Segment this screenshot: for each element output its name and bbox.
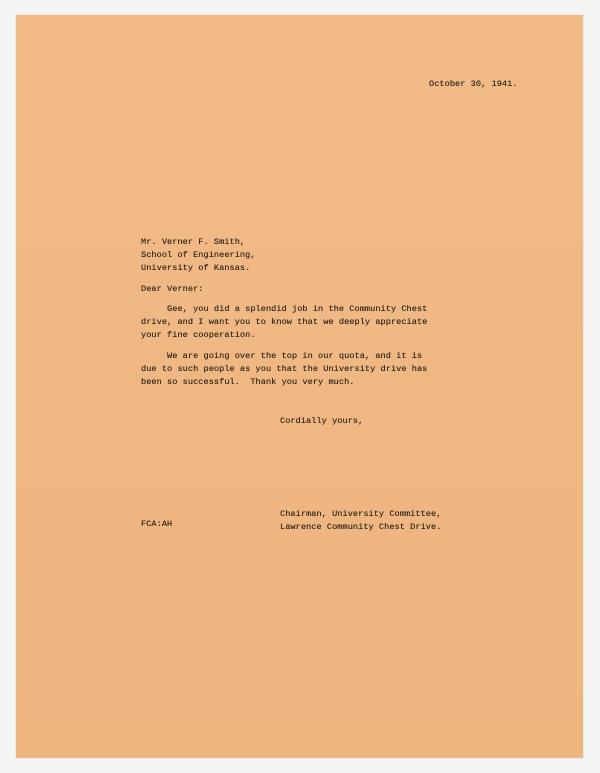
body-paragraph-2 bbox=[141, 350, 427, 389]
recipient-address bbox=[141, 236, 256, 275]
complimentary-close: Cordially yours, bbox=[280, 416, 364, 426]
letter-date: October 30, 1941. bbox=[429, 79, 518, 89]
signature-block bbox=[280, 508, 441, 534]
letter-page bbox=[16, 15, 583, 758]
paragraph-line: drive, and I want you to know that we deeply appreciate bbox=[141, 317, 428, 327]
paragraph-line: We are going over the top in our quota, and it is bbox=[141, 351, 423, 361]
paragraph-line: your fine cooperation. bbox=[141, 330, 256, 340]
recipient-department: School of Engineering, bbox=[141, 250, 256, 260]
signer-title: Chairman, University Committee, bbox=[280, 509, 442, 519]
recipient-institution: University of Kansas. bbox=[141, 263, 251, 273]
body-paragraph-1 bbox=[141, 303, 427, 342]
typist-initials: FCA:AH bbox=[141, 519, 173, 529]
signer-organization: Lawrence Community Chest Drive. bbox=[280, 522, 442, 532]
recipient-name: Mr. Verner F. Smith, bbox=[141, 237, 246, 247]
salutation: Dear Verner: bbox=[141, 284, 204, 294]
paragraph-line: due to such people as you that the University drive has bbox=[141, 364, 428, 374]
paragraph-line: Gee, you did a splendid job in the Community Chest bbox=[141, 304, 428, 314]
paragraph-line: been so successful. Thank you very much. bbox=[141, 377, 355, 387]
